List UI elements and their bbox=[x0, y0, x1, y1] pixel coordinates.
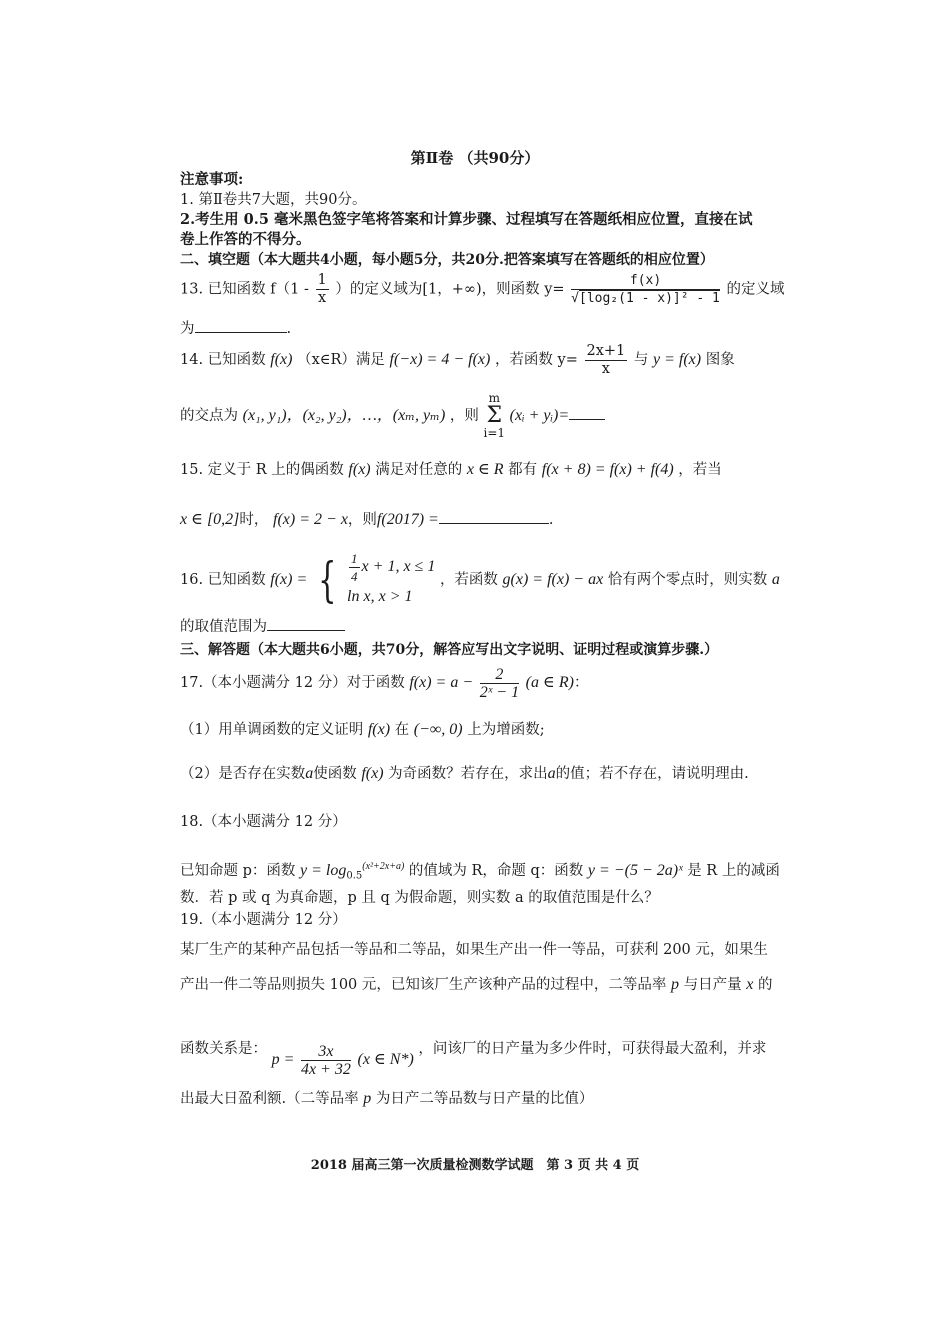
q19-frac-den: 4x + 32 bbox=[301, 1060, 351, 1078]
q17-part-1 bbox=[180, 718, 800, 742]
q16-prefix: 16. 已知函数 bbox=[180, 571, 266, 588]
left-brace-icon: { bbox=[318, 551, 337, 608]
q15-mid: 满足对任意的 bbox=[375, 462, 463, 478]
q19-fraction bbox=[301, 1043, 351, 1078]
q14-points: (x₁, y₁)，(x₂, y₂)，…，(xₘ, yₘ) bbox=[242, 407, 446, 424]
q19-var-p: p bbox=[671, 976, 680, 993]
notice-heading: 注意事项: bbox=[180, 171, 244, 188]
q13-frac-den: x bbox=[318, 290, 327, 306]
q17-part2-fx: f(x) bbox=[361, 765, 384, 782]
q13-fraction bbox=[316, 272, 329, 307]
q16-fx: f(x) = bbox=[270, 570, 308, 588]
q16-case1-den: 4 bbox=[351, 569, 358, 584]
q14-fx: f(x) bbox=[270, 351, 293, 368]
q18-heading: 18.（本小题满分 12 分） bbox=[180, 814, 347, 830]
q19-line-2 bbox=[180, 972, 800, 998]
q13-func-den: [log₂(1 - x)]² - 1 bbox=[579, 291, 720, 306]
q19-heading: 19.（本小题满分 12 分） bbox=[180, 912, 347, 928]
q16-suffix: 恰有两个零点时，则实数 bbox=[607, 571, 768, 588]
q14-suffix: 图象 bbox=[705, 352, 735, 368]
q15-answer-blank bbox=[439, 509, 549, 524]
q16-line2-text: 的取值范围为 bbox=[180, 619, 267, 635]
q17-part1-end: 上为增函数; bbox=[467, 722, 545, 738]
q14-frac-den: x bbox=[601, 360, 610, 377]
q17-fraction bbox=[480, 666, 519, 701]
q17-part1-text: （1）用单调函数的定义证明 bbox=[180, 722, 364, 738]
q13-mid: ）的定义域为[1，+∞)，则函数 y= bbox=[335, 281, 565, 298]
question-17 bbox=[180, 664, 800, 704]
q14-sum-bottom: i=1 bbox=[483, 426, 506, 440]
q18-line-1 bbox=[180, 852, 800, 892]
q13-func-num: f(x) bbox=[571, 272, 720, 290]
q15-when: 时， bbox=[239, 512, 269, 528]
q19-line-1: 某厂生产的某种产品包括一等品和二等品，如果生产出一件一等品，可获利 200 元，如果生 bbox=[180, 942, 768, 958]
q13-func-den-wrap: √[log₂(1 - x)]² - 1 bbox=[571, 291, 720, 306]
q16-line-2 bbox=[180, 616, 800, 637]
q14-sum-body: (xᵢ + yᵢ)= bbox=[509, 407, 570, 424]
q14-cond: （x∈R）满足 bbox=[297, 352, 385, 368]
q17-part-2 bbox=[180, 762, 800, 786]
q16-case-2: ln x, x > 1 bbox=[347, 588, 413, 605]
page-title: 第Ⅱ卷 （共90分） bbox=[410, 149, 540, 167]
q15-suffix: ，若当 bbox=[678, 462, 722, 478]
q19-line2-b: 与日产量 bbox=[683, 977, 742, 993]
q13-frac-num: 1 bbox=[317, 272, 327, 288]
q19-line-3 bbox=[180, 1010, 800, 1078]
q16-case1-frac bbox=[349, 550, 360, 585]
q13-line-2: 为 . bbox=[180, 318, 800, 339]
sigma-icon: Σ bbox=[486, 403, 503, 428]
section-2-heading: 二、填空题（本大题共4小题，每小题5分，共20分.把答案填写在答题纸的相应位置） bbox=[180, 252, 714, 268]
q18-line1-b: 的值域为 R，命题 q：函数 bbox=[408, 862, 584, 879]
q16-answer-blank bbox=[267, 616, 345, 631]
q17-fx: f(x) = a − bbox=[409, 674, 474, 691]
q18-line-2: 数．若 p 或 q 为真命题，p 且 q 为假命题，则实数 a 的取值范围是什么？ bbox=[180, 890, 659, 906]
q14-fraction bbox=[585, 343, 628, 378]
q16-cases bbox=[347, 550, 435, 609]
q16-case1-num: 1 bbox=[351, 551, 358, 566]
q19-var-x: x bbox=[746, 976, 754, 993]
question-14 bbox=[180, 342, 800, 382]
q19-line2-a: 产出一件二等品则损失 100 元，已知该厂生产该种产品的过程中，二等品率 bbox=[180, 977, 667, 993]
q19-cond: (x ∈ N*) bbox=[357, 1051, 414, 1068]
q14-sum-top: m bbox=[488, 391, 500, 405]
q15-fx: f(x) bbox=[348, 461, 371, 478]
q17-frac-den: 2ˣ − 1 bbox=[479, 683, 520, 701]
q15-prefix: 15. 定义于 R 上的偶函数 bbox=[180, 462, 344, 478]
q17-part2-d: 的值；若不存在，请说明理由. bbox=[555, 766, 749, 782]
question-16 bbox=[180, 550, 800, 606]
q14-sum-operator bbox=[484, 392, 506, 440]
q17-frac-num: 2 bbox=[480, 666, 519, 684]
q17-part2-var: a bbox=[305, 765, 314, 782]
q19-p-eq: p = bbox=[271, 1051, 295, 1068]
q16-var-a: a bbox=[771, 570, 780, 588]
q13-answer-blank bbox=[195, 318, 287, 333]
q19-line-4 bbox=[180, 1086, 800, 1112]
question-13 bbox=[180, 272, 800, 312]
q18-log-fn: y = log bbox=[300, 861, 347, 879]
q18-line1-c: 是 R 上的减函 bbox=[687, 862, 780, 879]
q19-line4-b: 为日产二等品数与日产量的比值） bbox=[375, 1091, 594, 1107]
q19-formula bbox=[272, 1032, 414, 1088]
notice-item-2: 2.考生用 0.5 毫米黑色签字笔将答案和计算步骤、过程填写在答题纸相应位置，直接在试 bbox=[180, 211, 753, 228]
notice-item-2-cont: 卷上作答的不得分。 bbox=[180, 231, 311, 248]
q15-x-in-r: x ∈ R bbox=[466, 461, 504, 478]
q16-mid: ，若函数 bbox=[439, 571, 498, 588]
q17-cond: (a ∈ R) bbox=[525, 674, 574, 691]
q15-target: f(2017) = bbox=[376, 511, 439, 528]
q19-var-p-2: p bbox=[363, 1090, 372, 1107]
q17-part2-a: （2）是否存在实数 bbox=[180, 766, 306, 782]
q14-frac-num: 2x+1 bbox=[586, 342, 626, 359]
q17-part1-fx: f(x) bbox=[367, 721, 391, 738]
q17-part2-c: 为奇函数？若存在，求出 bbox=[388, 766, 548, 782]
page-footer: 2018 届高三第一次质量检测数学试题 第 3 页 共 4 页 bbox=[310, 1158, 640, 1173]
q14-mid: ，若函数 y= bbox=[494, 352, 578, 368]
q17-prefix: 17.（本小题满分 12 分）对于函数 bbox=[180, 675, 405, 691]
q18-line1-a: 已知命题 p：函数 bbox=[180, 862, 296, 879]
q14-prefix: 14. 已知函数 bbox=[180, 352, 266, 368]
q15-line-2: x ∈ [0,2]时， f(x) = 2 − x，则f(2017) = . bbox=[180, 511, 554, 528]
q17-part1-mid: 在 bbox=[394, 722, 410, 738]
q15-then: ，则 bbox=[347, 512, 377, 528]
q16-case-1 bbox=[347, 550, 435, 585]
q14-then: ，则 bbox=[449, 408, 479, 424]
q15-interval: x ∈ [0,2] bbox=[180, 511, 240, 528]
q14-line-2 bbox=[180, 391, 800, 440]
q13-prefix: 13. 已知函数 f（1 - bbox=[180, 281, 309, 298]
q15-mid2: 都有 bbox=[508, 462, 538, 478]
q15-definition: f(x) = 2 − x bbox=[273, 511, 348, 528]
q19-line2-c: 的 bbox=[757, 977, 773, 993]
q14-answer-blank bbox=[569, 405, 605, 420]
q17-part1-interval: (−∞, 0) bbox=[413, 721, 463, 738]
q15-equation: f(x + 8) = f(x) + f(4) bbox=[541, 461, 674, 478]
q17-part2-var-2: a bbox=[547, 765, 556, 782]
q19-line3-a: 函数关系是： bbox=[180, 1041, 267, 1057]
q18-exp-fn: y = −(5 − 2a)ˣ bbox=[587, 861, 683, 879]
q19-line4-a: 出最大日盈利额.（二等品率 bbox=[180, 1091, 359, 1107]
q13-function-fraction bbox=[571, 272, 720, 307]
q19-line3-b: ，问该厂的日产量为多少件时，可获得最大盈利，并求 bbox=[418, 1041, 767, 1057]
q14-equation: f(−x) = 4 − f(x) bbox=[389, 351, 491, 368]
q18-log-arg: (x²+2x+a) bbox=[362, 861, 405, 872]
q13-suffix: 的定义域 bbox=[726, 281, 785, 298]
q19-frac-num: 3x bbox=[301, 1043, 351, 1061]
notice-item-1: 1. 第Ⅱ卷共7大题，共90分。 bbox=[180, 192, 367, 208]
q18-log-base: 0.5 bbox=[346, 870, 363, 882]
q16-case1-rest: x + 1, x ≤ 1 bbox=[361, 558, 436, 576]
question-15 bbox=[180, 458, 800, 482]
q16-gx: g(x) = f(x) − ax bbox=[502, 570, 604, 588]
q13-line2-text: 为 bbox=[180, 321, 195, 337]
q14-equation-2: y = f(x) bbox=[653, 351, 702, 368]
q14-line2-prefix: 的交点为 bbox=[180, 408, 238, 424]
q17-suffix: ： bbox=[573, 675, 589, 691]
section-3-heading: 三、解答题（本大题共6小题，共70分，解答应写出文字说明、证明过程或演算步骤.） bbox=[180, 642, 719, 658]
q17-part2-b: 使函数 bbox=[313, 766, 357, 782]
q14-mid2: 与 bbox=[633, 352, 649, 368]
